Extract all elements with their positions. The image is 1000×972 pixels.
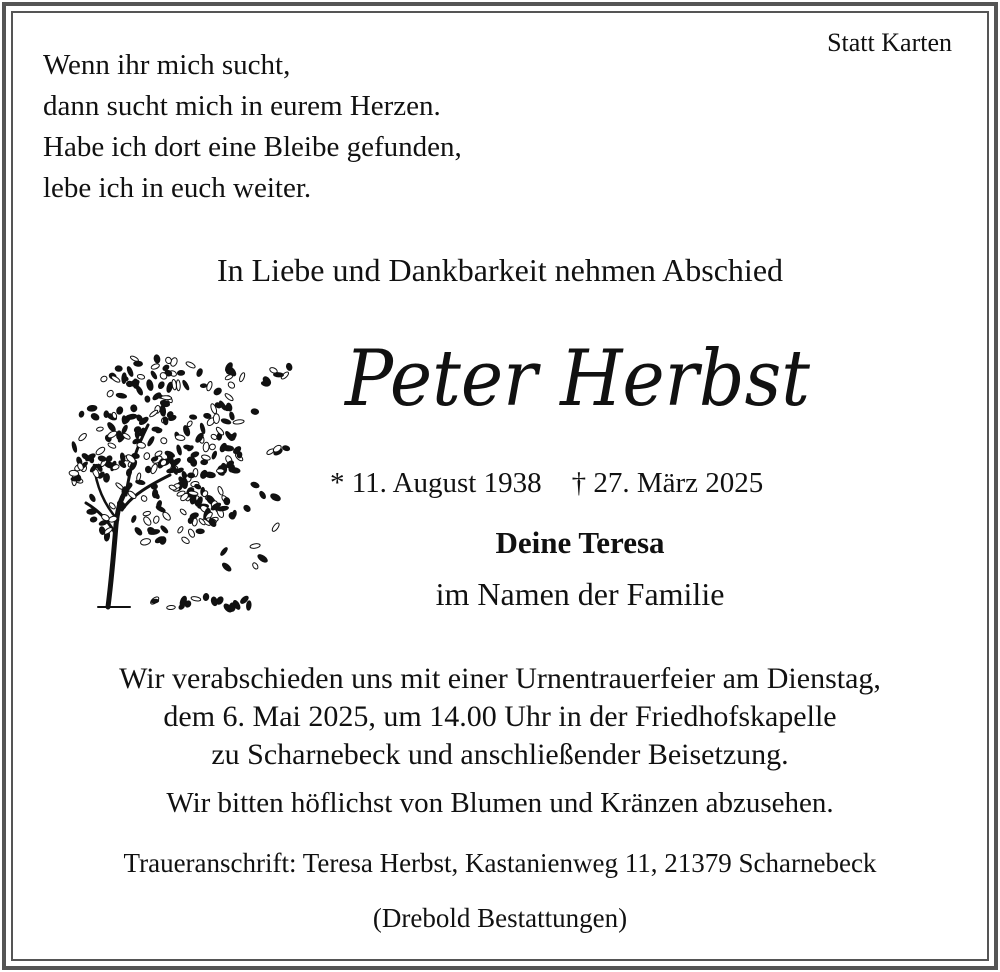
leaf (78, 411, 84, 418)
leaf (203, 442, 210, 452)
deceased-name-text: Peter Herbst (343, 334, 811, 424)
leaf (78, 432, 88, 442)
leaf (150, 363, 160, 370)
poem-line: lebe ich in euch weiter. (43, 172, 312, 204)
leaf (143, 511, 151, 517)
leaf (250, 543, 261, 549)
leaf (209, 443, 216, 450)
leaf (229, 603, 235, 612)
leaf (271, 522, 280, 532)
leaf (177, 526, 184, 534)
leaf (270, 492, 282, 502)
leaf (153, 515, 160, 524)
leaf (196, 529, 204, 534)
tree-with-falling-leaves-icon (60, 335, 300, 620)
leaf (179, 508, 187, 516)
leaf (185, 361, 196, 370)
leaf (71, 441, 77, 452)
leaf (238, 372, 245, 382)
leaf (151, 599, 159, 603)
service-line: dem 6. Mai 2025, um 14.00 Uhr in der Friedhofskapelle (163, 700, 837, 733)
leaf (137, 374, 145, 380)
leaf (116, 393, 127, 399)
leaf (160, 405, 166, 416)
leaf (282, 445, 290, 451)
leaf (134, 361, 143, 366)
leaf (246, 601, 251, 611)
signer-name: Deine Teresa (495, 525, 665, 560)
leaf (90, 516, 97, 522)
service-line: zu Scharnebeck und anschließender Beisetzung. (211, 738, 789, 771)
leaf (81, 452, 90, 460)
leaf (134, 526, 143, 536)
leaf (116, 406, 124, 415)
leaf (211, 451, 217, 460)
leaf (142, 516, 152, 527)
leaf (98, 455, 107, 462)
leaf (224, 392, 234, 401)
leaf (213, 414, 219, 424)
leaf (273, 372, 283, 377)
leaf (160, 436, 168, 444)
service-announcement (0, 660, 1000, 774)
leaf (187, 528, 196, 538)
leaf (144, 396, 150, 403)
leaf (215, 426, 225, 436)
leaf (126, 413, 138, 420)
leaf (220, 547, 229, 557)
leaf (252, 562, 259, 570)
leaf (71, 477, 80, 481)
leaf (127, 490, 137, 500)
leaf (229, 467, 240, 474)
leaf (216, 469, 224, 473)
leaf (182, 380, 190, 391)
leaf (95, 446, 106, 456)
leaf (131, 515, 137, 523)
leaf (201, 460, 208, 465)
leaf (126, 366, 134, 377)
leaf (140, 538, 151, 546)
leaf (203, 593, 209, 601)
mourning-address: Traueranschrift: Teresa Herbst, Kastanienweg 11, 21379 Scharnebeck (123, 848, 877, 878)
leaf (106, 389, 115, 398)
leaf (150, 463, 159, 474)
leaf (151, 484, 158, 490)
leaf (224, 497, 231, 505)
leaf (229, 412, 235, 421)
leaf (143, 452, 150, 460)
leaf (206, 381, 213, 392)
birth-date: * 11. August 1938 (330, 467, 542, 499)
leaf (189, 414, 197, 419)
leaf (210, 596, 218, 606)
service-line: Wir verabschieden uns mit einer Urnentrauerfeier am Dienstag, (119, 662, 881, 695)
leaf (107, 442, 116, 449)
leaf (130, 404, 137, 412)
leaves (69, 354, 293, 613)
leaf (190, 451, 199, 458)
statt-karten-note: Statt Karten (827, 28, 952, 57)
leaf (96, 427, 103, 432)
leaf (115, 366, 122, 372)
farewell-intro: In Liebe und Dankbarkeit nehmen Abschied (216, 252, 784, 288)
leaf (176, 445, 182, 456)
funeral-home: (Drebold Bestattungen) (372, 903, 628, 933)
leaf (106, 421, 116, 432)
leaf (200, 384, 207, 388)
leaf (164, 450, 175, 459)
leaf (122, 373, 127, 384)
leaf (188, 473, 195, 478)
leaf (166, 382, 173, 393)
leaf (90, 412, 100, 421)
deceased-name (340, 325, 820, 435)
leaf (257, 553, 269, 563)
leaf (175, 434, 185, 441)
leaf (149, 409, 159, 418)
leaf (87, 405, 97, 412)
leaf (213, 387, 223, 396)
leaf (243, 504, 252, 513)
leaf (100, 375, 108, 383)
leaf (217, 486, 224, 496)
leaf (251, 408, 259, 415)
poem-line: Habe ich dort eine Bleibe gefunden, (43, 131, 462, 163)
leaf (177, 370, 184, 375)
leaf (250, 481, 260, 489)
leaf (140, 495, 148, 503)
leaf (205, 472, 216, 479)
leaf (286, 363, 293, 371)
leaf (190, 458, 197, 466)
leaf (160, 525, 169, 534)
leaf (152, 489, 158, 498)
leaf (126, 468, 132, 476)
leaf (146, 379, 154, 391)
leaf (104, 411, 109, 418)
leaf (89, 493, 97, 502)
leaf (153, 354, 160, 363)
leaf (103, 473, 110, 482)
leaf (233, 419, 244, 424)
poem-line: Wenn ihr mich sucht, (43, 49, 291, 81)
flowers-request: Wir bitten höflichst von Blumen und Kränzen abzusehen. (166, 787, 834, 819)
leaf (87, 509, 97, 515)
leaf (152, 392, 162, 401)
leaf (221, 418, 232, 425)
leaf (167, 605, 176, 610)
leaf (237, 452, 242, 459)
leaf (194, 483, 202, 489)
poem (43, 45, 462, 209)
leaf (259, 490, 267, 499)
leaf (135, 385, 144, 396)
family-line: im Namen der Familie (435, 576, 725, 612)
leaf (223, 445, 234, 451)
leaf (121, 425, 128, 435)
leaf (161, 395, 172, 400)
leaf (181, 536, 191, 545)
leaf (157, 381, 165, 390)
death-date: † 27. März 2025 (571, 467, 764, 499)
leaf (191, 596, 201, 602)
leaf (99, 526, 106, 535)
poem-line: dann sucht mich in eurem Herzen. (43, 90, 441, 122)
leaf (227, 381, 236, 390)
leaf (221, 562, 232, 573)
leaf (150, 370, 158, 379)
leaf (196, 368, 204, 377)
leaf (147, 436, 155, 447)
leaf (199, 423, 205, 434)
life-dates (330, 467, 763, 500)
